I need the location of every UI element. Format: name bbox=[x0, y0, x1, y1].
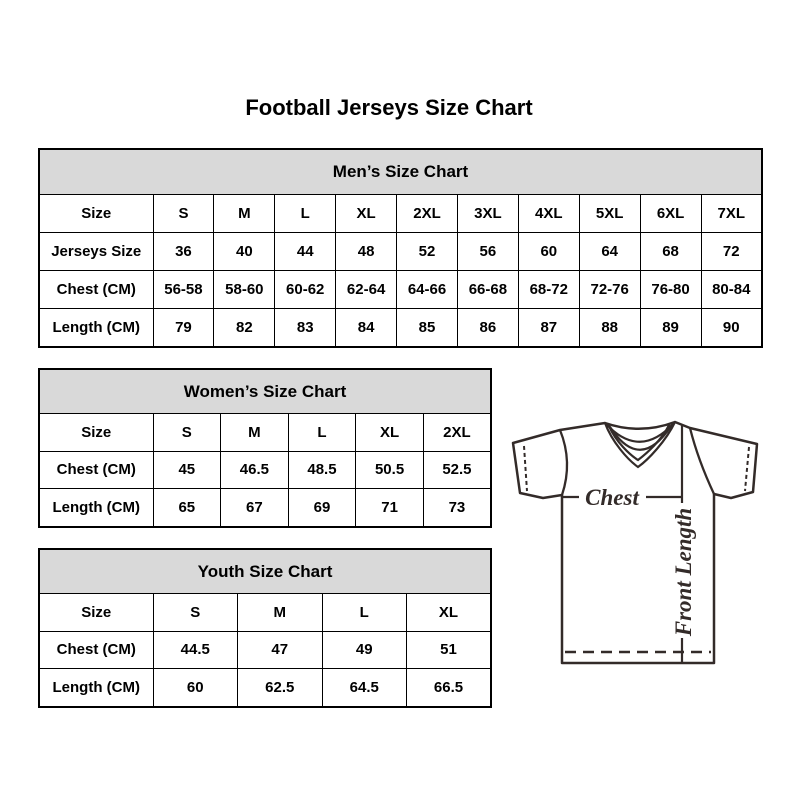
value-cell: 87 bbox=[518, 308, 579, 347]
value-cell: 72-76 bbox=[579, 270, 640, 308]
value-cell: 85 bbox=[397, 308, 458, 347]
value-cell: 5XL bbox=[579, 194, 640, 232]
value-cell: 62-64 bbox=[336, 270, 397, 308]
value-cell: 66.5 bbox=[407, 669, 492, 708]
table-row bbox=[39, 489, 491, 528]
value-cell: 79 bbox=[153, 308, 214, 347]
table-row bbox=[39, 194, 762, 232]
table-row bbox=[39, 451, 491, 488]
table-row bbox=[39, 270, 762, 308]
value-cell: 89 bbox=[640, 308, 701, 347]
value-cell: 86 bbox=[457, 308, 518, 347]
value-cell: 52.5 bbox=[423, 451, 491, 488]
value-cell: 60 bbox=[518, 232, 579, 270]
value-cell: 49 bbox=[322, 631, 407, 668]
value-cell: M bbox=[214, 194, 275, 232]
mens-size-table bbox=[38, 148, 763, 348]
value-cell: 44.5 bbox=[153, 631, 238, 668]
value-cell: S bbox=[153, 414, 221, 451]
jersey-measurement-diagram bbox=[505, 403, 765, 675]
value-cell: 64 bbox=[579, 232, 640, 270]
front-length-label: Front Length bbox=[671, 507, 696, 637]
value-cell: S bbox=[153, 594, 238, 631]
value-cell: L bbox=[275, 194, 336, 232]
value-cell: 48.5 bbox=[288, 451, 356, 488]
table-row bbox=[39, 414, 491, 451]
table-row bbox=[39, 232, 762, 270]
value-cell: 65 bbox=[153, 489, 221, 528]
value-cell: 40 bbox=[214, 232, 275, 270]
value-cell: S bbox=[153, 194, 214, 232]
youth-size-table bbox=[38, 548, 492, 708]
value-cell: 80-84 bbox=[701, 270, 762, 308]
value-cell: 71 bbox=[356, 489, 424, 528]
table-row bbox=[39, 594, 491, 631]
womens-size-table bbox=[38, 368, 492, 528]
jersey-diagram-svg bbox=[505, 403, 765, 675]
row-label-cell: Jerseys Size bbox=[39, 232, 153, 270]
value-cell: 48 bbox=[336, 232, 397, 270]
value-cell: XL bbox=[336, 194, 397, 232]
value-cell: L bbox=[322, 594, 407, 631]
page-title: Football Jerseys Size Chart bbox=[245, 95, 533, 120]
value-cell: 88 bbox=[579, 308, 640, 347]
value-cell: L bbox=[288, 414, 356, 451]
row-label-cell: Size bbox=[39, 594, 153, 631]
value-cell: 68 bbox=[640, 232, 701, 270]
value-cell: 83 bbox=[275, 308, 336, 347]
table-title: Men’s Size Chart bbox=[39, 149, 762, 194]
table-title: Youth Size Chart bbox=[39, 549, 491, 594]
value-cell: 68-72 bbox=[518, 270, 579, 308]
value-cell: 60 bbox=[153, 669, 238, 708]
value-cell: 44 bbox=[275, 232, 336, 270]
value-cell: 56-58 bbox=[153, 270, 214, 308]
value-cell: M bbox=[221, 414, 289, 451]
value-cell: 3XL bbox=[457, 194, 518, 232]
value-cell: 84 bbox=[336, 308, 397, 347]
value-cell: 76-80 bbox=[640, 270, 701, 308]
value-cell: 51 bbox=[407, 631, 492, 668]
value-cell: 64-66 bbox=[397, 270, 458, 308]
table-title-row bbox=[39, 149, 762, 194]
value-cell: 4XL bbox=[518, 194, 579, 232]
value-cell: 90 bbox=[701, 308, 762, 347]
table-row bbox=[39, 631, 491, 668]
value-cell: 7XL bbox=[701, 194, 762, 232]
value-cell: 82 bbox=[214, 308, 275, 347]
value-cell: 36 bbox=[153, 232, 214, 270]
value-cell: 72 bbox=[701, 232, 762, 270]
value-cell: 2XL bbox=[397, 194, 458, 232]
value-cell: 67 bbox=[221, 489, 289, 528]
table-row bbox=[39, 669, 491, 708]
value-cell: 66-68 bbox=[457, 270, 518, 308]
table-title-row bbox=[39, 369, 491, 414]
value-cell: 45 bbox=[153, 451, 221, 488]
row-label-cell: Length (CM) bbox=[39, 669, 153, 708]
value-cell: 50.5 bbox=[356, 451, 424, 488]
row-label-cell: Size bbox=[39, 414, 153, 451]
value-cell: 47 bbox=[238, 631, 323, 668]
value-cell: 60-62 bbox=[275, 270, 336, 308]
value-cell: 69 bbox=[288, 489, 356, 528]
value-cell: 73 bbox=[423, 489, 491, 528]
value-cell: 58-60 bbox=[214, 270, 275, 308]
value-cell: 56 bbox=[457, 232, 518, 270]
value-cell: 62.5 bbox=[238, 669, 323, 708]
value-cell: 2XL bbox=[423, 414, 491, 451]
row-label-cell: Chest (CM) bbox=[39, 451, 153, 488]
row-label-cell: Length (CM) bbox=[39, 308, 153, 347]
table-title-row bbox=[39, 549, 491, 594]
value-cell: M bbox=[238, 594, 323, 631]
row-label-cell: Chest (CM) bbox=[39, 270, 153, 308]
value-cell: 6XL bbox=[640, 194, 701, 232]
value-cell: XL bbox=[407, 594, 492, 631]
chest-label: Chest bbox=[585, 485, 639, 510]
row-label-cell: Chest (CM) bbox=[39, 631, 153, 668]
row-label-cell: Size bbox=[39, 194, 153, 232]
value-cell: 64.5 bbox=[322, 669, 407, 708]
table-title: Women’s Size Chart bbox=[39, 369, 491, 414]
value-cell: 46.5 bbox=[221, 451, 289, 488]
table-row bbox=[39, 308, 762, 347]
value-cell: XL bbox=[356, 414, 424, 451]
row-label-cell: Length (CM) bbox=[39, 489, 153, 528]
value-cell: 52 bbox=[397, 232, 458, 270]
